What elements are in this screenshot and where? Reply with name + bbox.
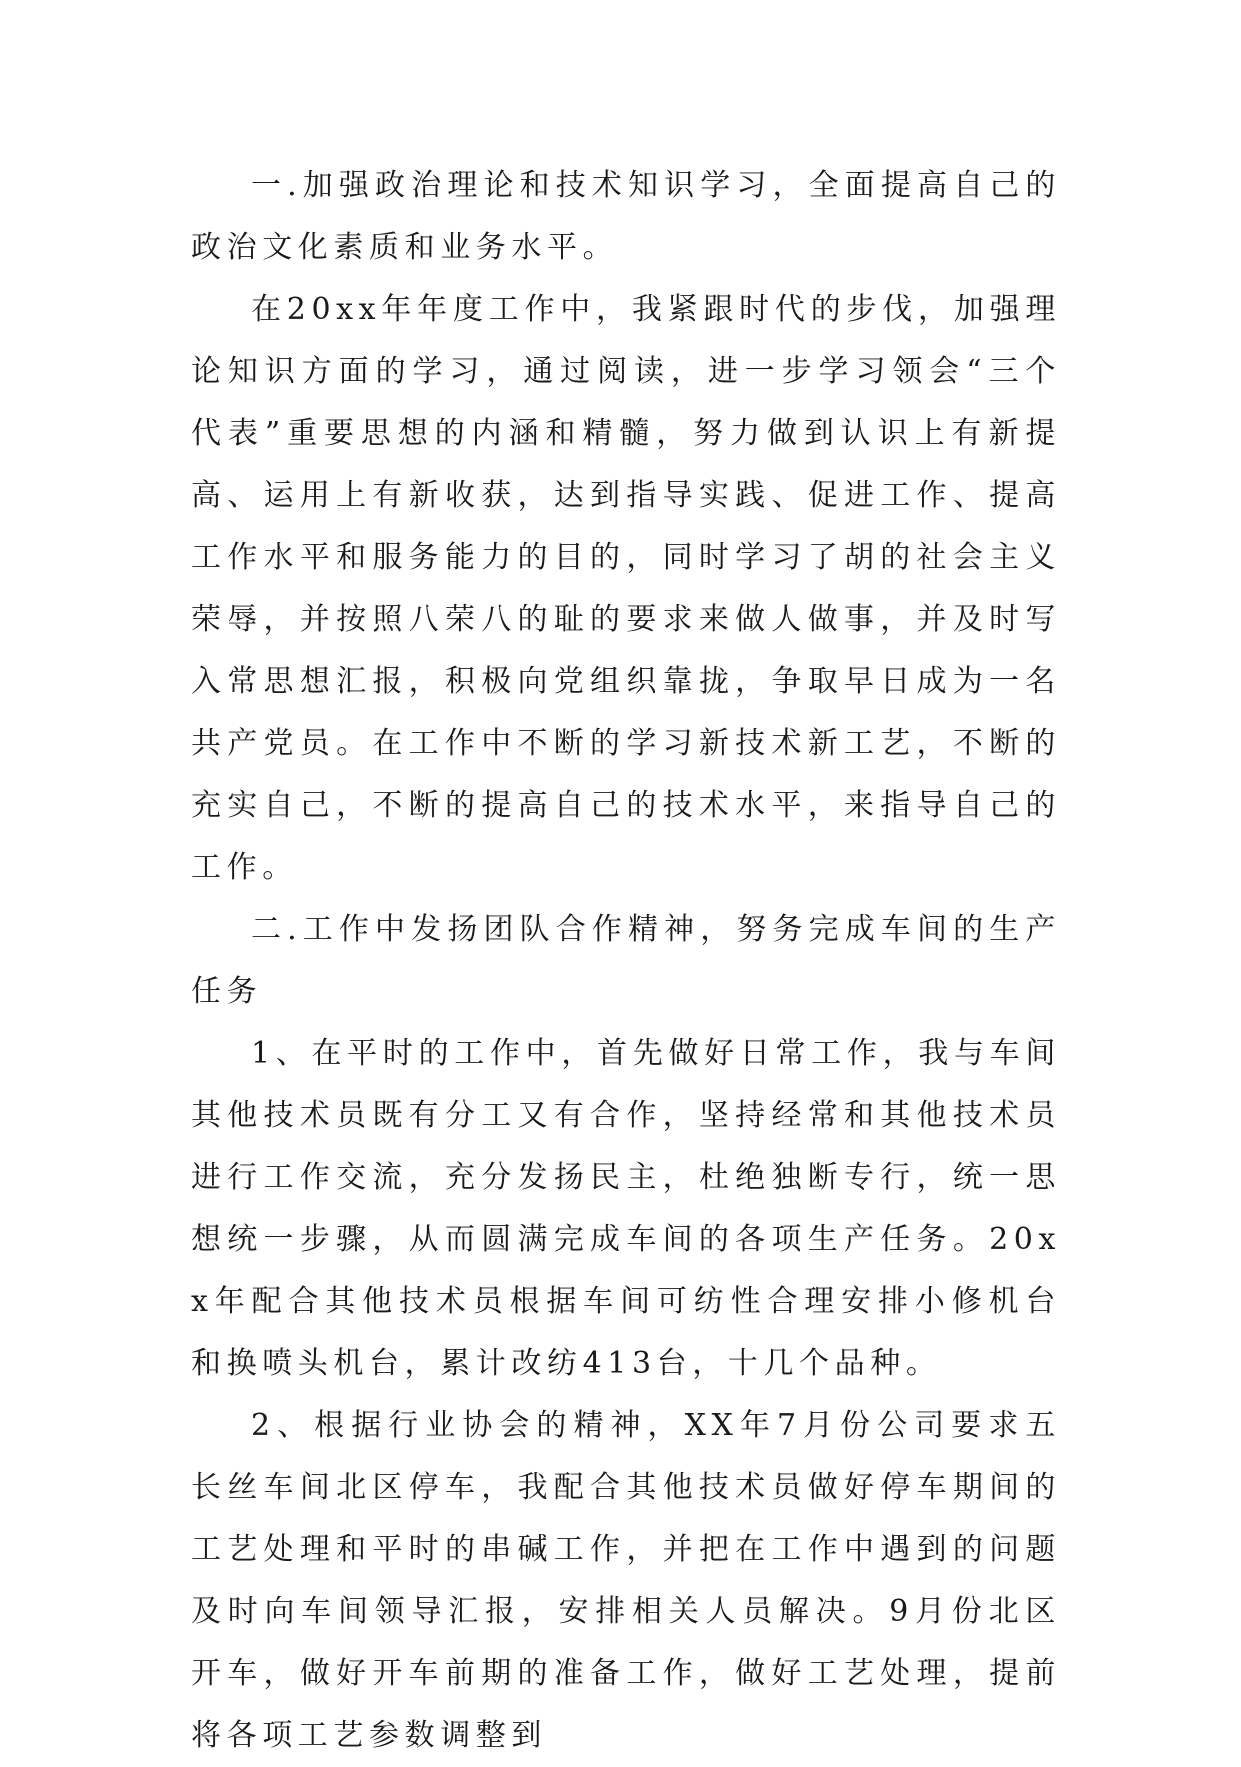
paragraph-theory-study: 在20xx年年度工作中，我紧跟时代的步伐，加强理论知识方面的学习，通过阅读，进一步学习领会“三个代表”重要思想的内涵和精髓，努力做到认识上有新提高、运用上有新收获，达到指导实践、促进工作、提高工作水平和服务能力的目的，同时学习了胡的社会主义荣辱，并按照八荣八的耻的要求来做人做事，并及时写入常思想汇报，积极向党组织靠拢，争取早日成为一名共产党员。在工作中不断的学习新技术新工艺，不断的充实自己，不断的提高自己的技术水平，来指导自己的工作。 — [191, 292, 1061, 885]
paragraph-item-one: 1、在平时的工作中，首先做好日常工作，我与车间其他技术员既有分工又有合作，坚持经常和其他技术员进行工作交流，充分发扬民主，杜绝独断专行，统一思想统一步骤，从而圆满完成车间的各项生产任务。20xx年配合其他技术员根据车间可纺性合理安排小修机台和换喷头机台，累计改纺413台，十几个品种。 — [191, 1036, 1061, 1381]
paragraph-section-one-heading: 一.加强政治理论和技术知识学习，全面提高自己的政治文化素质和业务水平。 — [191, 168, 1061, 265]
document-body — [191, 155, 1061, 1767]
paragraph-section-two-heading: 二.工作中发扬团队合作精神，努务完成车间的生产任务 — [191, 912, 1061, 1009]
paragraph-item-two: 2、根据行业协会的精神，XX年7月份公司要求五长丝车间北区停车，我配合其他技术员做好停车期间的工艺处理和平时的串碱工作，并把在工作中遇到的问题及时向车间领导汇报，安排相关人员解决。9月份北区开车，做好开车前期的准备工作，做好工艺处理，提前将各项工艺参数调整到 — [191, 1408, 1061, 1753]
